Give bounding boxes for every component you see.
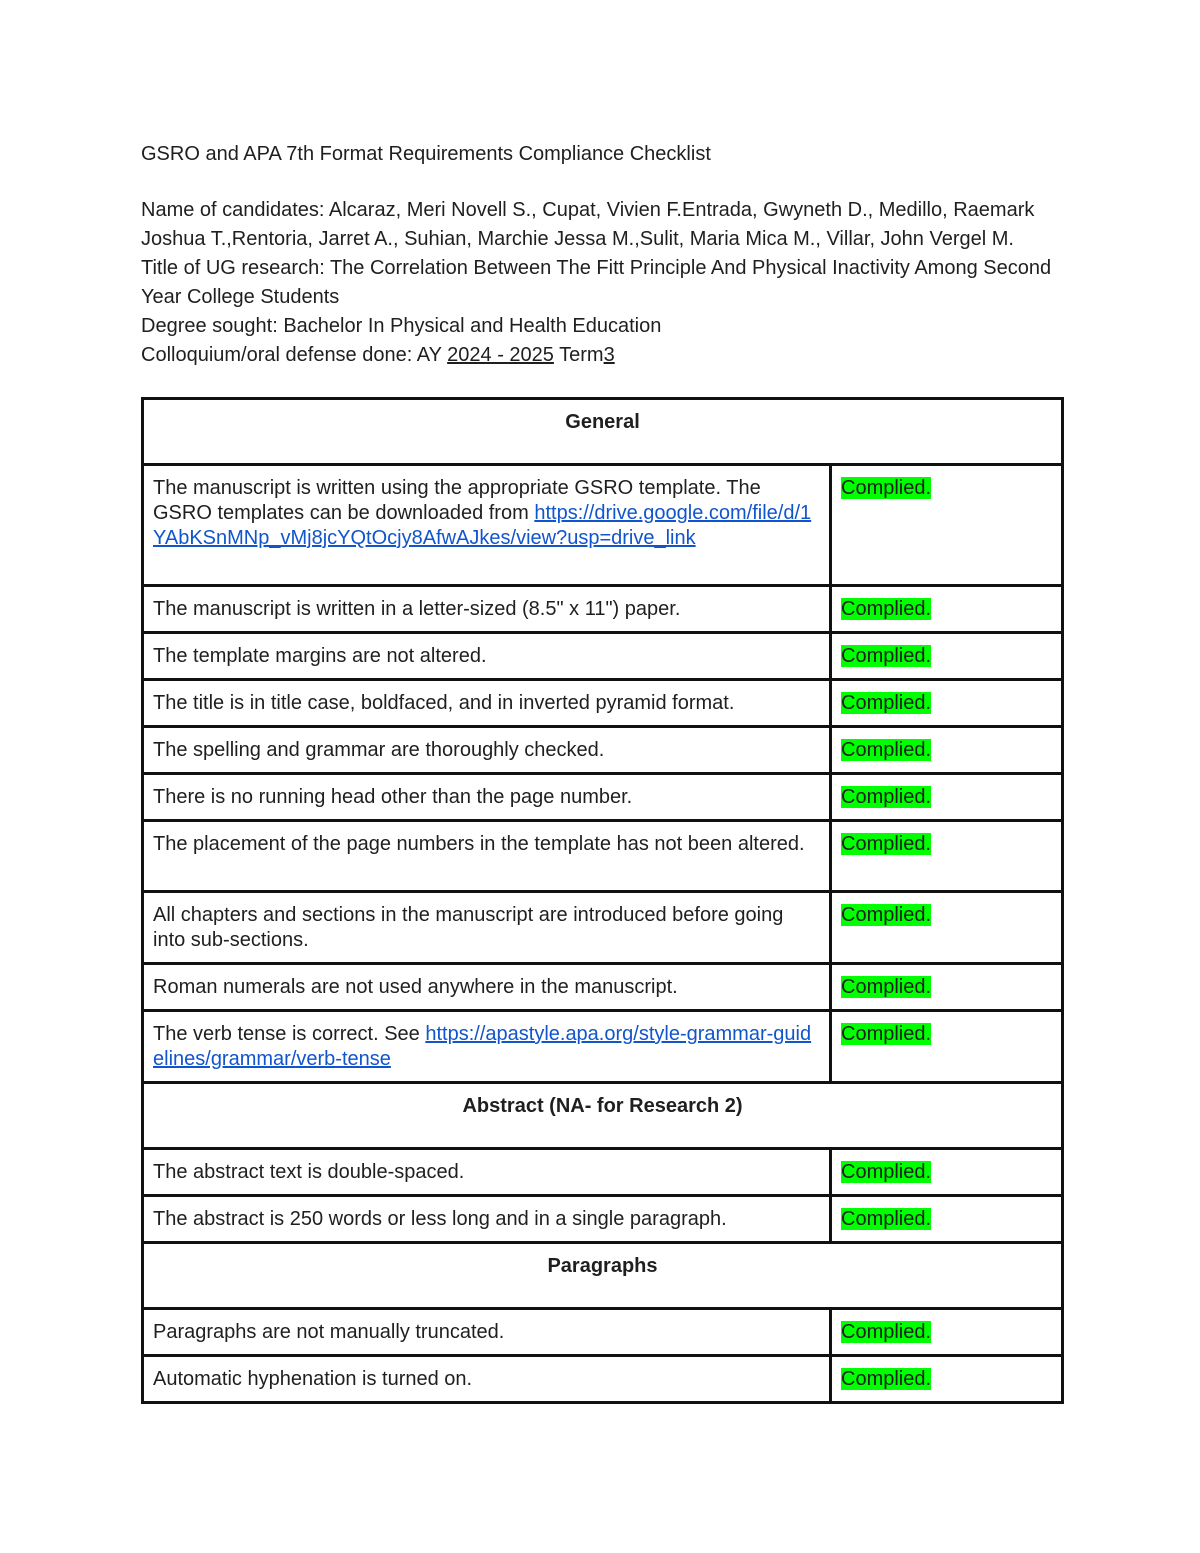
section-header-row xyxy=(143,1243,1063,1309)
status-cell xyxy=(831,1196,1063,1243)
table-row xyxy=(143,964,1063,1011)
status-cell xyxy=(831,1309,1063,1356)
table-row xyxy=(143,821,1063,892)
status-badge: Complied. xyxy=(841,1161,932,1183)
status-badge: Complied. xyxy=(841,1208,932,1230)
requirement-cell xyxy=(143,1011,831,1083)
table-row xyxy=(143,1196,1063,1243)
status-badge: Complied. xyxy=(841,833,932,855)
status-badge: Complied. xyxy=(841,1321,932,1343)
status-cell xyxy=(831,680,1063,727)
defense-line xyxy=(141,341,1061,370)
degree-line xyxy=(141,312,1061,341)
status-badge: Complied. xyxy=(841,1368,932,1390)
status-cell xyxy=(831,1149,1063,1196)
status-cell xyxy=(831,1011,1063,1083)
table-row xyxy=(143,680,1063,727)
table-row xyxy=(143,727,1063,774)
status-badge: Complied. xyxy=(841,739,932,761)
table-row xyxy=(143,1309,1063,1356)
research-title-value: The Correlation Between The Fitt Principle And Physical Inactivity Among Second Year College Students xyxy=(141,257,1052,308)
defense-year: 2024 - 2025 xyxy=(447,344,554,366)
status-cell xyxy=(831,821,1063,892)
status-badge: Complied. xyxy=(841,692,932,714)
status-cell xyxy=(831,892,1063,964)
status-cell xyxy=(831,586,1063,633)
defense-term: 3 xyxy=(603,344,615,366)
table-row xyxy=(143,892,1063,964)
status-badge: Complied. xyxy=(841,1023,932,1045)
table-row xyxy=(143,1149,1063,1196)
table-row xyxy=(143,1356,1063,1403)
candidates-line xyxy=(141,196,1061,254)
section-heading-general: General xyxy=(143,399,1063,465)
defense-term-label: Term xyxy=(559,344,604,366)
table-row xyxy=(143,586,1063,633)
requirement-cell: There is no running head other than the page number. xyxy=(143,774,831,821)
candidate-info xyxy=(141,196,1061,370)
candidates-value: Alcaraz, Meri Novell S., Cupat, Vivien F.Entrada, Gwyneth D., Medillo, Raemark Joshua T.,Rentoria, Jarret A., Suhian, Marchie Jessa M.,Sulit, Maria Mica M., Villar, John Vergel M. xyxy=(141,199,1035,250)
status-badge: Complied. xyxy=(841,786,932,808)
verb-tense-link[interactable]: https://apastyle.apa.org/style-grammar-guidelines/grammar/verb-tense xyxy=(153,1023,812,1070)
status-cell xyxy=(831,1356,1063,1403)
document-page xyxy=(141,140,1061,1390)
research-title-line xyxy=(141,254,1061,312)
table-row xyxy=(143,633,1063,680)
degree-value: Bachelor In Physical and Health Education xyxy=(283,315,662,337)
defense-label: Colloquium/oral defense done: AY xyxy=(141,344,442,366)
degree-label: Degree sought: xyxy=(141,315,278,337)
requirement-cell: All chapters and sections in the manuscript are introduced before going into sub-sections. xyxy=(143,892,831,964)
requirement-cell: Roman numerals are not used anywhere in the manuscript. xyxy=(143,964,831,1011)
candidates-label: Name of candidates: xyxy=(141,199,325,221)
requirement-cell: The title is in title case, boldfaced, and in inverted pyramid format. xyxy=(143,680,831,727)
table-row xyxy=(143,465,1063,586)
research-title-label: Title of UG research: xyxy=(141,257,325,279)
requirement-cell: The abstract text is double-spaced. xyxy=(143,1149,831,1196)
requirement-cell: The placement of the page numbers in the template has not been altered. xyxy=(143,821,831,892)
section-heading-abstract: Abstract (NA- for Research 2) xyxy=(143,1083,1063,1149)
table-row xyxy=(143,1011,1063,1083)
requirement-cell: The template margins are not altered. xyxy=(143,633,831,680)
requirement-cell xyxy=(143,465,831,586)
requirement-text: The manuscript is written using the appropriate GSRO template. The GSRO templates can be downloaded from xyxy=(153,477,761,524)
status-badge: Complied. xyxy=(841,645,932,667)
requirement-cell: The manuscript is written in a letter-sized (8.5" x 11") paper. xyxy=(143,586,831,633)
section-header-row xyxy=(143,399,1063,465)
status-badge: Complied. xyxy=(841,477,932,499)
status-cell xyxy=(831,633,1063,680)
section-heading-paragraphs: Paragraphs xyxy=(143,1243,1063,1309)
status-badge: Complied. xyxy=(841,598,932,620)
requirement-cell: Automatic hyphenation is turned on. xyxy=(143,1356,831,1403)
status-cell xyxy=(831,727,1063,774)
document-title: GSRO and APA 7th Format Requirements Compliance Checklist xyxy=(141,143,711,165)
compliance-checklist-table xyxy=(141,397,1064,1404)
section-header-row xyxy=(143,1083,1063,1149)
table-row xyxy=(143,774,1063,821)
status-cell xyxy=(831,465,1063,586)
requirement-cell: Paragraphs are not manually truncated. xyxy=(143,1309,831,1356)
template-download-link[interactable]: https://drive.google.com/file/d/1YAbKSnMNp_vMj8jcYQtOcjy8AfwAJkes/view?usp=drive_link xyxy=(153,502,812,549)
requirement-cell: The abstract is 250 words or less long and in a single paragraph. xyxy=(143,1196,831,1243)
requirement-cell: The spelling and grammar are thoroughly checked. xyxy=(143,727,831,774)
status-badge: Complied. xyxy=(841,976,932,998)
status-cell xyxy=(831,964,1063,1011)
requirement-text: The verb tense is correct. See xyxy=(153,1023,420,1045)
status-cell xyxy=(831,774,1063,821)
status-badge: Complied. xyxy=(841,904,932,926)
